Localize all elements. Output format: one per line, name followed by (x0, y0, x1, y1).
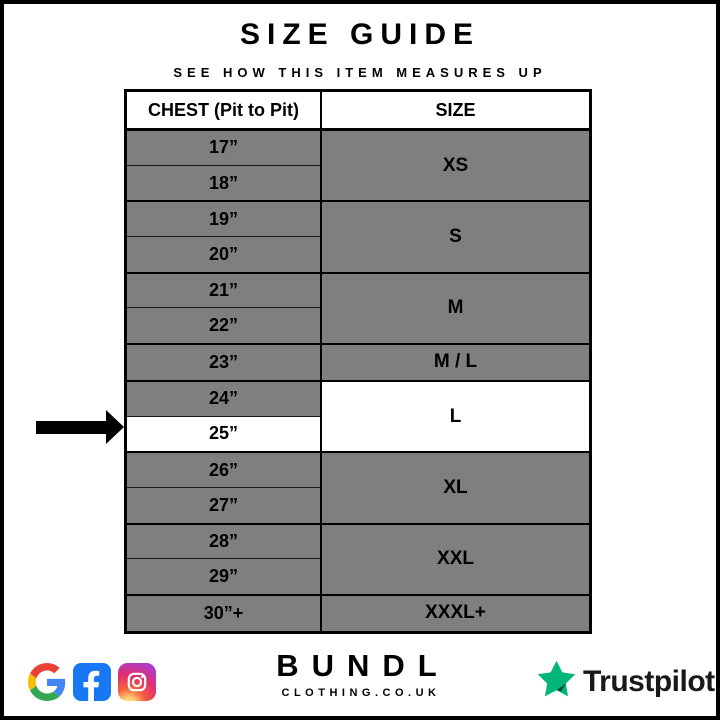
trustpilot-label: Trustpilot (583, 665, 715, 698)
chest-cell: 30”+ (127, 596, 320, 631)
size-cell: M / L (322, 345, 589, 380)
chest-cells (127, 274, 322, 343)
highlight-arrow-icon (106, 410, 124, 444)
size-cell: S (322, 202, 589, 271)
size-group (127, 453, 589, 524)
size-group (127, 596, 589, 631)
chest-cell: 29” (127, 559, 320, 594)
size-cell: XL (322, 453, 589, 522)
instagram-icon[interactable] (118, 663, 156, 701)
chest-cells (127, 345, 322, 380)
size-cell: M (322, 274, 589, 343)
chest-cells (127, 382, 322, 451)
brand-logo (270, 648, 450, 699)
size-cell: L (322, 382, 589, 451)
chest-column-header: CHEST (Pit to Pit) (127, 92, 322, 128)
size-cell: XXL (322, 525, 589, 594)
chest-cell: 19” (127, 202, 320, 237)
size-table (124, 89, 592, 634)
size-group (127, 274, 589, 345)
size-group (127, 202, 589, 273)
chest-cell: 22” (127, 308, 320, 343)
chest-cell: 26” (127, 453, 320, 488)
chest-cell: 17” (127, 131, 320, 166)
chest-cell: 27” (127, 488, 320, 523)
chest-cells (127, 202, 322, 271)
chest-cell: 24” (127, 382, 320, 417)
size-table-body (127, 131, 589, 631)
size-cell: XXXL+ (322, 596, 589, 631)
facebook-icon[interactable] (73, 663, 111, 701)
table-header-row (127, 92, 589, 131)
social-links (28, 663, 156, 701)
chest-cell: 21” (127, 274, 320, 309)
page-subtitle: SEE HOW THIS ITEM MEASURES UP (173, 65, 547, 80)
highlight-arrow-shaft (36, 421, 107, 434)
brand-name: BUNDL (276, 648, 450, 683)
page-title: SIZE GUIDE (239, 18, 481, 51)
brand-domain: CLOTHING.CO.UK (281, 687, 441, 699)
chest-cells (127, 131, 322, 200)
chest-cells (127, 596, 322, 631)
chest-cells (127, 453, 322, 522)
size-group (127, 382, 589, 453)
size-group (127, 525, 589, 596)
chest-cell: 20” (127, 237, 320, 272)
size-cell: XS (322, 131, 589, 200)
chest-cells (127, 525, 322, 594)
trustpilot-star-icon (535, 658, 578, 706)
chest-cell: 28” (127, 525, 320, 560)
chest-cell: 23” (127, 345, 320, 380)
size-group (127, 131, 589, 202)
chest-cell: 25” (127, 417, 320, 452)
size-column-header: SIZE (435, 99, 476, 120)
trustpilot-badge[interactable] (535, 658, 715, 706)
google-icon[interactable] (28, 663, 66, 701)
size-group (127, 345, 589, 382)
chest-cell: 18” (127, 166, 320, 201)
